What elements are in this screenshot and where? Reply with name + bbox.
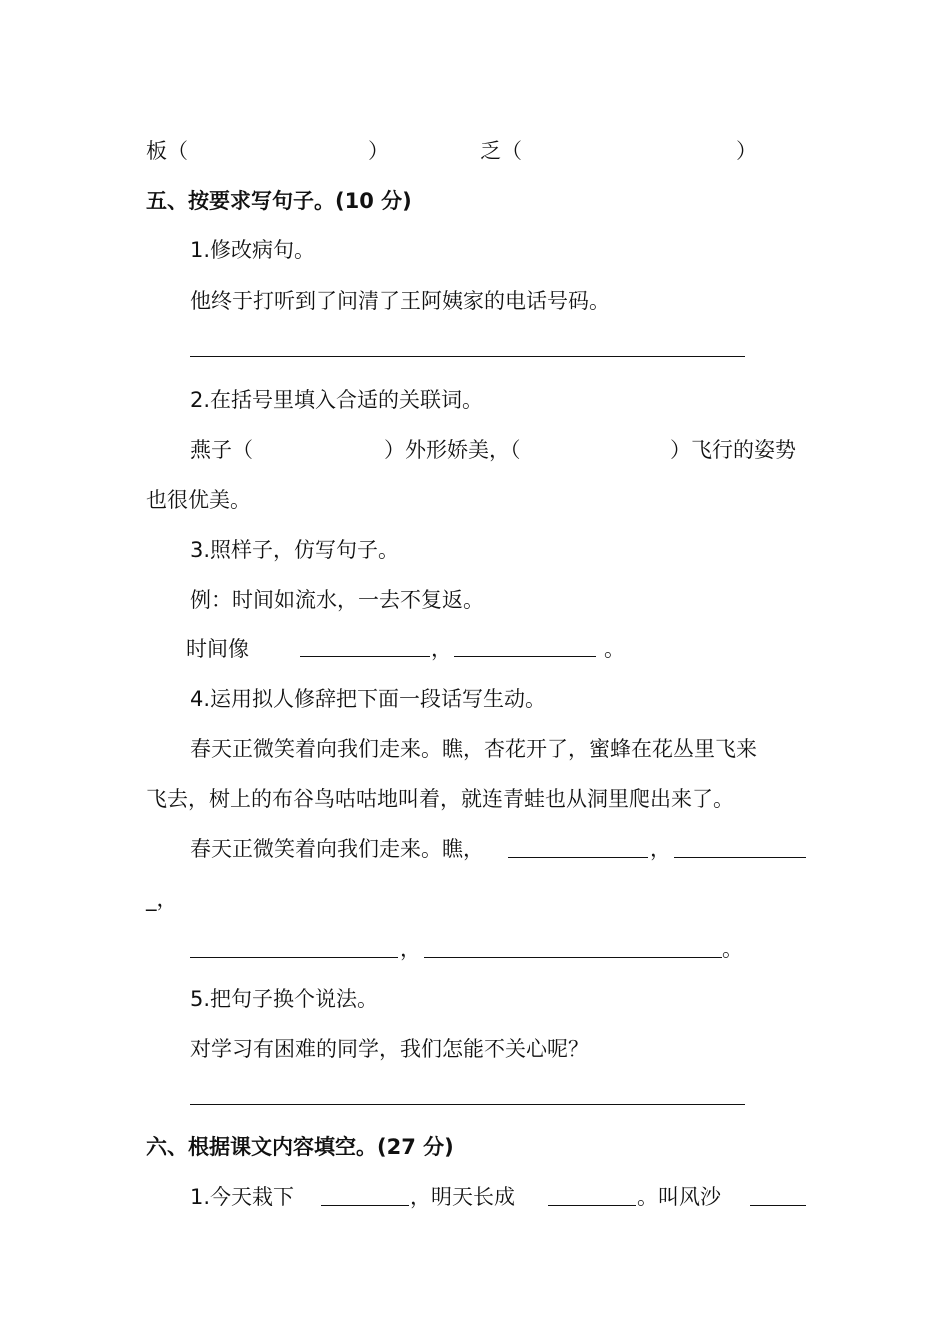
char-fa-label: 乏（	[480, 139, 522, 163]
char-fa-close: ）	[736, 139, 757, 163]
q5-sentence: 对学习有困难的同学，我们怎能不关心呢？	[190, 1037, 589, 1061]
q4-blank-4[interactable]	[424, 957, 722, 958]
section-5-heading: 五、按要求写句子。(10 分)	[146, 189, 412, 213]
q3-blank-1[interactable]	[300, 656, 430, 657]
q4-write-lead: 春天正微笑着向我们走来。瞧，	[190, 837, 484, 861]
q4-blank-1[interactable]	[508, 857, 648, 858]
q4-end: 。	[722, 937, 743, 961]
s6-q1-blank-2[interactable]	[548, 1205, 636, 1206]
q3-label: 3.照样子，仿写句子。	[190, 538, 400, 562]
q3-example: 例：时间如流水，一去不复返。	[190, 588, 484, 612]
q3-lead: 时间像	[186, 637, 249, 661]
q1-label: 1.修改病句。	[190, 238, 316, 262]
q2-part3: ）飞行的姿势	[670, 438, 796, 462]
q4-label: 4.运用拟人修辞把下面一段话写生动。	[190, 687, 547, 711]
char-ban-label: 板（	[146, 139, 188, 163]
q1-answer-line[interactable]	[190, 356, 745, 357]
s6-q1-part1: 1.今天栽下	[190, 1185, 295, 1209]
q3-comma: ，	[431, 637, 452, 661]
s6-q1-part2: ，明天长成	[410, 1185, 515, 1209]
section-6-heading: 六、根据课文内容填空。(27 分)	[146, 1135, 454, 1159]
q4-comma-2: ，	[400, 937, 421, 961]
q4-wrap-tail: _，	[146, 887, 178, 911]
s6-q1-blank-1[interactable]	[321, 1205, 409, 1206]
q4-comma-1: ，	[650, 837, 671, 861]
q4-para-line-2: 飞去，树上的布谷鸟咕咕地叫着，就连青蛙也从洞里爬出来了。	[146, 787, 734, 811]
s6-q1-blank-3[interactable]	[750, 1205, 806, 1206]
q2-label: 2.在括号里填入合适的关联词。	[190, 388, 484, 412]
q5-label: 5.把句子换个说法。	[190, 987, 379, 1011]
q2-part1: 燕子（	[190, 438, 253, 462]
q4-blank-3[interactable]	[190, 957, 398, 958]
q5-answer-line[interactable]	[190, 1104, 745, 1105]
s6-q1-part3: 。叫风沙	[637, 1185, 721, 1209]
q4-para-line-1: 春天正微笑着向我们走来。瞧，杏花开了，蜜蜂在花丛里飞来	[190, 737, 757, 761]
q2-part2: ）外形娇美，（	[384, 438, 521, 462]
q3-end: 。	[604, 637, 625, 661]
q2-continuation: 也很优美。	[146, 488, 251, 512]
char-ban-close: ）	[368, 139, 389, 163]
q1-sentence: 他终于打听到了问清了王阿姨家的电话号码。	[190, 289, 610, 313]
q3-blank-2[interactable]	[454, 656, 596, 657]
q4-blank-2[interactable]	[674, 857, 806, 858]
